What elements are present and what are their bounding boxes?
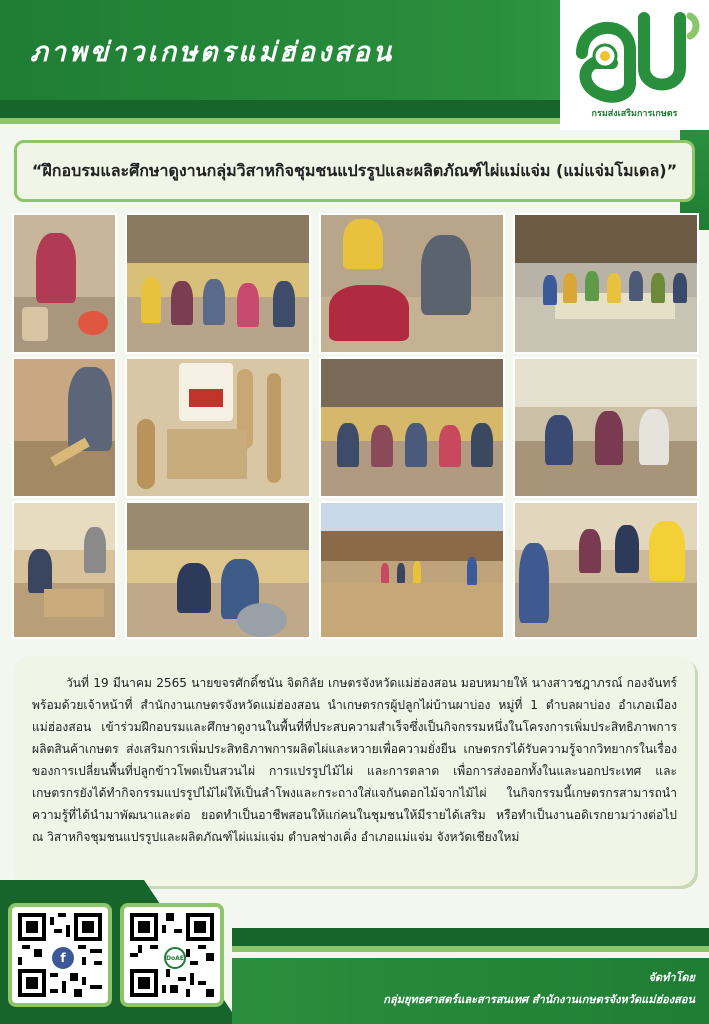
footer-stripe-accent <box>232 946 709 952</box>
header-stripe-accent <box>0 118 560 124</box>
facebook-icon: f <box>52 947 74 969</box>
qr-code-doae[interactable] <box>120 903 224 1007</box>
photo-group-photo-banner <box>513 213 699 354</box>
photo-group-seated-hall <box>125 213 311 354</box>
article-box <box>14 656 695 886</box>
header-stripe <box>0 100 560 118</box>
photo-man-working-bamboo <box>12 357 117 498</box>
photo-bamboo-products-table <box>125 357 311 498</box>
doae-60-logo-icon <box>572 8 702 103</box>
photo-people-at-tables <box>513 357 699 498</box>
photo-bamboo-drying-yard <box>319 501 505 639</box>
photo-men-cutting-bamboo <box>125 501 311 639</box>
footer-stripe <box>232 928 709 946</box>
qr-code-facebook[interactable] <box>8 903 112 1007</box>
page-title: ภาพข่าวเกษตรแม่ฮ่องสอน <box>30 37 395 68</box>
logo-caption: กรมส่งเสริมการเกษตร <box>591 109 678 119</box>
headline: “ฝึกอบรมและศึกษาดูงานกลุ่มวิสาหกิจชุมชนแปรรูปและผลิตภัณฑ์ไผ่แม่แจ่ม (แม่แจ่มโมเดล)” <box>31 160 678 180</box>
photo-man-at-workbench <box>12 501 117 639</box>
footer-made-by: จัดทำโดย <box>648 971 695 984</box>
doae-icon: DoAE <box>164 947 186 969</box>
article-body: วันที่ 19 มีนาคม 2565 นายขจรศักดิ์ชนัน จิตกิลัย เกษตรจังหวัดแม่ฮ่องสอน มอบหมายให้ นางสาวชฎาภรณ์ กองจันทร์ พร้อมด้วยเจ้าหน้าที่ สำนักงานเกษตรจังหวัดแม่ฮ่องสอน นำเกษตรกรผู้ปลูกไผ่บ้านผาบ่อง หมู่ที่ 1 ตำบลผาบ่อง อำเภอเมืองแม่ฮ่องสอน เข้าร่วมฝึกอบรมและศึกษาดูงานในพื้นที่ที่ประสบความสำเร็จซึ่งเป็นกิจกรรมหนึ่งในโครงการเพิ่มประสิทธิภาพการผลิตสินค้าเกษตร ส่งเสริมการเพิ่มประสิทธิภาพการผลิตไผ่และหวายเพื่อความยั่งยืน เกษตรกรได้รับความรู้จากวิทยากรในเรื่องของการเปลี่ยนพื้นที่ปลูกข้าวโพดเป็นสวนไผ่ การแปรรูปไม้ไผ่ และการตลาด เพื่อการส่งออกทั้งในและนอกประเทศ และเกษตรกรยังได้ทำกิจกรรมแปรรูปไม้ไผ่ให้เป็นลำโพงและกระถางใส่แจกันดอกไม้จากไม้ไผ่ ในกิจกรรมนี้เกษตรกรสามารถนำความรู้ที่ได้นำมาพัฒนาและต่อ ยอดทำเป็นอาชีพสอนให้แก่คนในชุมชนให้มีรายได้เสริม หรือทำเป็นงานอดิเรกยามว่างต่อไป ณ วิสาหกิจชุมชนแปรรูปและผลิตภัณฑ์ไผ่แม่แจ่ม ตำบลช่างเคิ่ง อำเภอแม่แจ่ม จังหวัดเชียงใหม่ <box>32 676 677 844</box>
footer-organization: กลุ่มยุทธศาสตร์และสารสนเทศ สำนักงานเกษตรจังหวัดแม่ฮ่องสอน <box>383 993 695 1006</box>
photo-woman-weaving-bamboo <box>12 213 117 354</box>
photo-group-in-hall <box>319 357 505 498</box>
photo-men-crafting-bamboo <box>319 213 505 354</box>
photo-group-demonstration <box>513 501 699 639</box>
headline-box <box>14 140 695 202</box>
